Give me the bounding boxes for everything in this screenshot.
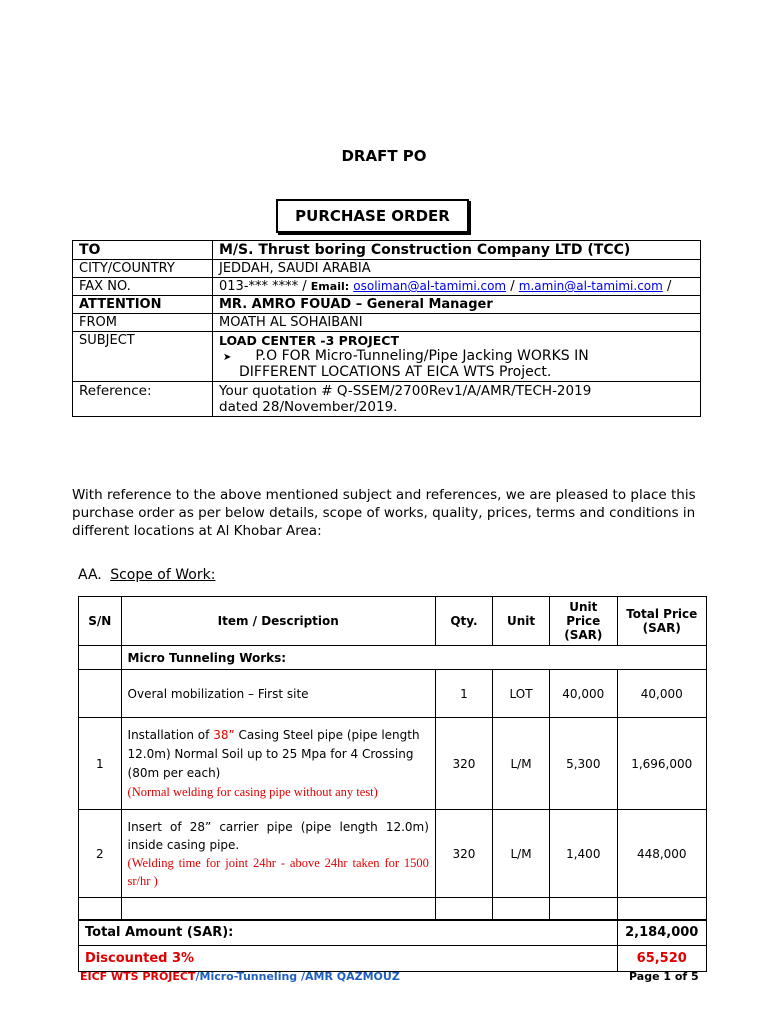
reference-label: Reference: bbox=[73, 382, 213, 417]
subject-row bbox=[73, 332, 701, 382]
row-description: Overal mobilization – First site bbox=[121, 670, 435, 718]
city-label: CITY/COUNTRY bbox=[73, 260, 213, 278]
page-number: Page 1 of 5 bbox=[629, 970, 699, 983]
attention-label: ATTENTION bbox=[73, 296, 213, 314]
purchase-order-heading: PURCHASE ORDER bbox=[276, 199, 469, 233]
empty-cell bbox=[435, 898, 492, 920]
section-row bbox=[79, 646, 707, 670]
row-sn: 1 bbox=[79, 718, 122, 810]
row-sn bbox=[79, 670, 122, 718]
discount-row bbox=[79, 946, 707, 972]
footer-project-detail: /Micro-Tunneling /AMR QAZMOUZ bbox=[195, 970, 400, 983]
discount-value: 65,520 bbox=[617, 946, 707, 972]
subject-line-2: DIFFERENT LOCATIONS AT EICA WTS Project. bbox=[239, 364, 552, 380]
row-total: 40,000 bbox=[617, 670, 707, 718]
row-note: (Normal welding for casing pipe without any test) bbox=[127, 784, 378, 799]
to-row bbox=[73, 241, 701, 260]
fax-label: FAX NO. bbox=[73, 278, 213, 296]
email-link-2[interactable]: m.amin@al-tamimi.com bbox=[518, 279, 663, 293]
total-row bbox=[79, 920, 707, 946]
row-qty: 1 bbox=[435, 670, 492, 718]
subject-text-1: P.O FOR Micro-Tunneling/Pipe Jacking WORKS IN bbox=[255, 348, 589, 364]
empty-cell bbox=[617, 898, 707, 920]
fax-row bbox=[73, 278, 701, 296]
from-label: FROM bbox=[73, 314, 213, 332]
table-row bbox=[79, 810, 707, 898]
email-link-1[interactable]: osoliman@al-tamimi.com bbox=[353, 279, 507, 293]
row-qty: 320 bbox=[435, 810, 492, 898]
attention-row bbox=[73, 296, 701, 314]
row-unit-price: 40,000 bbox=[550, 670, 617, 718]
reference-row bbox=[73, 382, 701, 417]
attention-value: MR. AMRO FOUAD – General Manager bbox=[213, 296, 701, 314]
draft-title: DRAFT PO bbox=[341, 147, 427, 165]
intro-paragraph: With reference to the above mentioned subject and references, we are pleased to place this purchase order as per below details, scope of works, quality, prices, terms and conditions in different locations at Al Khobar Area: bbox=[72, 487, 696, 539]
to-label: TO bbox=[73, 241, 213, 260]
row-total: 448,000 bbox=[617, 810, 707, 898]
city-row bbox=[73, 260, 701, 278]
total-value: 2,184,000 bbox=[617, 920, 707, 946]
email-separator: / bbox=[510, 279, 515, 294]
row-total: 1,696,000 bbox=[617, 718, 707, 810]
reference-line-2: dated 28/November/2019. bbox=[219, 399, 398, 415]
row-unit: L/M bbox=[493, 718, 550, 810]
header-unit: Unit bbox=[493, 597, 550, 646]
subject-cell bbox=[213, 332, 701, 382]
discount-label: Discounted 3% bbox=[79, 946, 618, 972]
empty-row bbox=[79, 898, 707, 920]
row-sn: 2 bbox=[79, 810, 122, 898]
from-row bbox=[73, 314, 701, 332]
row-unit-price: 1,400 bbox=[550, 810, 617, 898]
empty-cell bbox=[121, 898, 435, 920]
row-description-b: Casing Steel pipe (pipe length 12.0m) Normal Soil up to 25 Mpa for 4 Crossing (80m per each) bbox=[127, 727, 420, 780]
row-unit-price: 5,300 bbox=[550, 718, 617, 810]
scope-of-work-table bbox=[78, 596, 707, 972]
subject-project: LOAD CENTER -3 PROJECT bbox=[219, 333, 399, 348]
section-title: Micro Tunneling Works: bbox=[121, 646, 706, 670]
row-qty: 320 bbox=[435, 718, 492, 810]
row-description: Insert of 28” carrier pipe (pipe length 12.0m) inside casing pipe. bbox=[127, 819, 429, 852]
row-unit: LOT bbox=[493, 670, 550, 718]
header-item: Item / Description bbox=[121, 597, 435, 646]
reference-cell bbox=[213, 382, 701, 417]
scope-title: Scope of Work: bbox=[110, 567, 216, 583]
fax-value: 013-*** **** / bbox=[219, 279, 307, 294]
bullet-arrow-icon: ➤ bbox=[223, 352, 232, 363]
footer-project bbox=[80, 970, 400, 983]
row-description-a: Installation of bbox=[127, 727, 214, 742]
subject-label: SUBJECT bbox=[73, 332, 213, 382]
recipient-info-table bbox=[72, 240, 701, 417]
from-value: MOATH AL SOHAIBANI bbox=[213, 314, 701, 332]
section-sn-cell bbox=[79, 646, 122, 670]
row-description-cell bbox=[121, 718, 435, 810]
empty-cell bbox=[79, 898, 122, 920]
table-row bbox=[79, 718, 707, 810]
total-label: Total Amount (SAR): bbox=[79, 920, 618, 946]
header-unit-price: Unit Price (SAR) bbox=[550, 597, 617, 646]
fax-email-cell bbox=[213, 278, 701, 296]
row-note: (Welding time for joint 24hr - above 24hr taken for 1500 sr/hr ) bbox=[127, 855, 429, 888]
header-qty: Qty. bbox=[435, 597, 492, 646]
header-sn: S/N bbox=[79, 597, 122, 646]
footer-project-name: EICF WTS PROJECT bbox=[80, 970, 196, 983]
city-value: JEDDAH, SAUDI ARABIA bbox=[213, 260, 701, 278]
reference-line-1: Your quotation # Q-SSEM/2700Rev1/A/AMR/TECH-2019 bbox=[219, 383, 592, 399]
scope-heading bbox=[78, 567, 215, 583]
subject-line-1 bbox=[219, 348, 694, 364]
email-label: Email: bbox=[310, 280, 350, 293]
row-description-size: 38” bbox=[213, 727, 235, 742]
row-description-cell bbox=[121, 810, 435, 898]
scope-prefix: AA. bbox=[78, 567, 102, 583]
to-value: M/S. Thrust boring Construction Company LTD (TCC) bbox=[213, 241, 701, 260]
table-header-row bbox=[79, 597, 707, 646]
empty-cell bbox=[550, 898, 617, 920]
email-end-separator: / bbox=[666, 279, 672, 294]
header-total-price: Total Price (SAR) bbox=[617, 597, 707, 646]
empty-cell bbox=[493, 898, 550, 920]
row-unit: L/M bbox=[493, 810, 550, 898]
table-row bbox=[79, 670, 707, 718]
